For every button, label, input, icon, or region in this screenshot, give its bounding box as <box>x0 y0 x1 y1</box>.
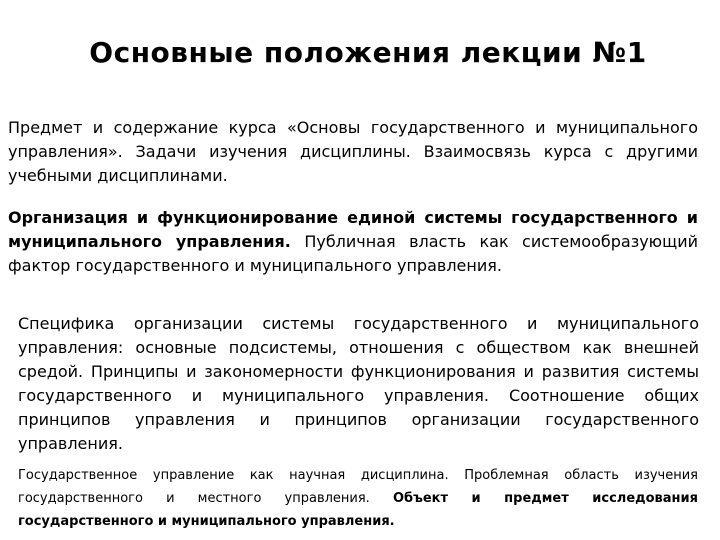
paragraph-system-specifics: Специфика организации системы государственного и муниципального управления: основные подсистемы, отношения с обществом как внешней средой. Принципы и закономерности функционирования и развития системы государственного и муниципального управления. Соотношение общих принципов управления и принципов организации государственного управления. <box>18 314 699 453</box>
paragraph-system-organization-text: Публичная власть как системообразующий фактор государственного и муниципального управления. <box>8 232 699 275</box>
paragraph-scientific-discipline-heading: Объект и предмет исследования государственного и муниципального управления. <box>18 491 698 529</box>
paragraph-scientific-discipline <box>18 464 698 533</box>
paragraph-system-organization <box>8 206 698 278</box>
slide-title: Основные положения лекции №1 <box>89 36 647 69</box>
paragraph-system-organization-heading: Организация и функционирование единой системы государственного и муниципального управления. <box>8 208 698 251</box>
paragraph-course-subject: Предмет и содержание курса «Основы государственного и муниципального управления». Задачи изучения дисциплины. Взаимосвязь курса с другими учебными дисциплинами. <box>8 118 698 185</box>
paragraph-scientific-discipline-text: Государственное управление как научная дисциплина. Проблемная область изучения государственного и местного управления. <box>18 468 698 506</box>
